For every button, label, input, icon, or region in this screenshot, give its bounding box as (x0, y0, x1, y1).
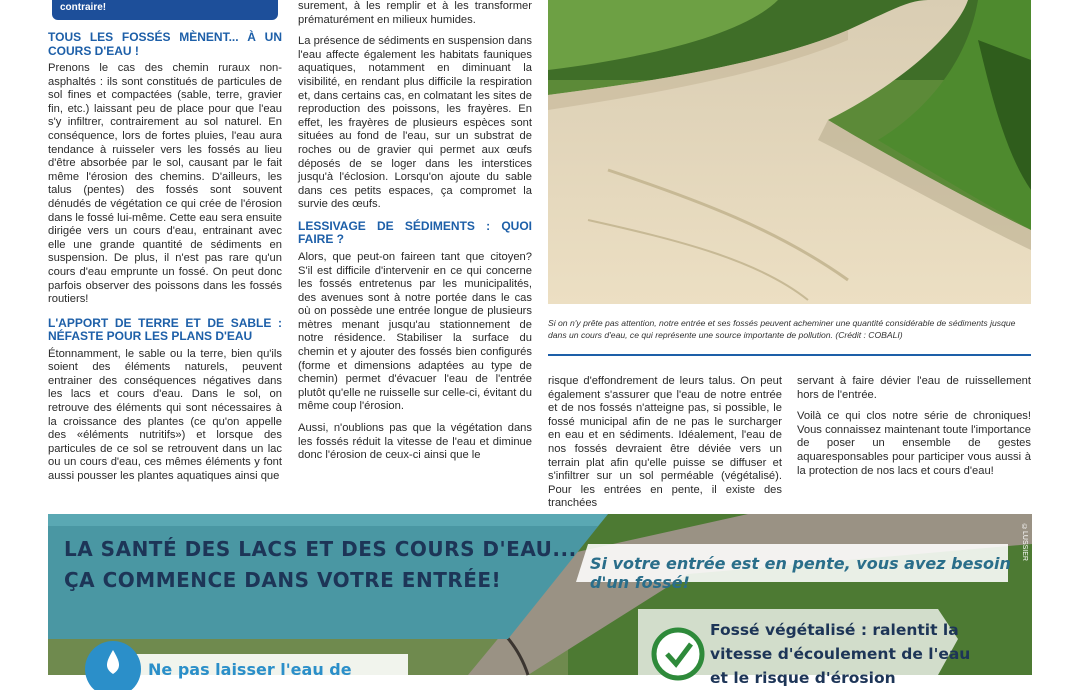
caption-divider (548, 354, 1031, 356)
paragraph: Aussi, n'oublions pas que la végétation dans les fossés réduit la vitesse de l'eau et diminue donc l'érosion de ceux-ci ainsi que le (298, 422, 532, 462)
paragraph: risque d'effondrement de leurs talus. On peut également s'assurer que l'eau de notre entrée et de nos fossés n'atteigne pas, si possible, le fossé municipal afin de ne pas le surcharger en eau et en sédiments. Idéalement, l'eau de nos fossés devraient être déviée vers un terrain plat afin qu'elle puisse se diffuser et s'infiltrer sur un sol perméable (végétalisé). Pour les entrées en pente, il existe des tranchées (548, 375, 782, 510)
road-photo (548, 0, 1031, 304)
paragraph: Alors, que peut-on faireen tant que citoyen? S'il est difficile d'intervenir en ce qui concerne les fossés entretenus par les municipalités, des avenues sont à notre portée dans le cas où on possède une entrée longue de plusieurs mètres menant jusqu'au stationnement de notre résidence. Stabiliser la surface du chemin et y ajouter des fossés bien configurés (forme et dimensions adaptées au type de chemin) permet d'évacuer l'eau de l'entrée plutôt qu'elle ne ruisselle sur celle-ci, évitant du même coup l'érosion. (298, 250, 532, 413)
ditch-line-1: Fossé végétalisé : ralentit la (710, 621, 959, 639)
article-column-3 (548, 375, 782, 519)
section-heading-soil-sand: L'APPORT DE TERRE ET DE SABLE : NÉFASTE POUR LES PLANS D'EAU (48, 315, 282, 344)
photo-caption: Si on n'y prête pas attention, notre entrée et ses fossés peuvent acheminer une quantité considérable de sédiments jusque dans un cours d'eau, ce qui représente une source importante de pollution. (Crédit : COBALI) (548, 318, 1016, 340)
ditch-description (710, 618, 970, 690)
paragraph: Prenons le cas des chemin ruraux non-asphaltés : ils sont constitués de particules de sol fines et compactées (sable, terre, gravier fin, etc.) laissant peu de place pour que l'eau s'y infiltrer, contrairement au sol naturel. En conséquence, lors de fortes pluies, l'eau aura tendance à ruisseler vers les fossés au lieu d'être absorbée par le sol, causant par le fait même l'érosion des chemins. D'ailleurs, les talus (pentes) des fossés sont souvent dénudés de végétation ce qui crée de l'érosion dans le fossé lui-même. Cette eau sera ensuite dirigée vers un cours d'eau, entrainant avec elle une grande quantité de sédiments en suspension. De plus, il n'est pas rare qu'un cours d'eau emprunte un fossé. On peut donc parfois observer des poissons dans les fossés routiers! (48, 62, 282, 306)
top-callout-box (52, 0, 278, 20)
photo-credit-vertical: ©LUSSIER (1021, 524, 1028, 561)
campaign-banner (48, 514, 1032, 687)
paragraph: La présence de sédiments en suspension dans l'eau affecte également les habitats fauniques aquatiques, notamment en diminuant la visibilité, en rendant plus difficile la respiration et, dans certains cas, en colmatant les sites de reproduction des poissons, les frayères. En effet, les frayères de plusieurs espèces sont situées au fond de l'eau, sur un substrat de roches ou de gravier qui permet aux œufs déposés de se loger dans les interstices jusqu'à l'éclosion. Lorsqu'on ajoute du sable dans ces petits espaces, ça compromet la survie des œufs. (298, 35, 532, 211)
ditch-line-2: vitesse d'écoulement de l'eau (710, 645, 971, 663)
article-column-2 (298, 0, 532, 471)
section-heading-what-to-do: LESSIVAGE DE SÉDIMENTS : QUOI FAIRE ? (298, 218, 532, 247)
water-drop-tip: Ne pas laisser l'eau de (148, 660, 352, 679)
article-column-1 (48, 31, 282, 492)
banner-title-line-1: LA SANTÉ DES LACS ET DES COURS D'EAU... (64, 537, 577, 561)
section-heading-ditches: TOUS LES FOSSÉS MÈNENT... À UN COURS D'EAU ! (48, 30, 282, 58)
banner-callout: Si votre entrée est en pente, vous avez besoin d'un fossé! (590, 554, 1011, 592)
article-column-4 (797, 375, 1031, 486)
paragraph: servant à faire dévier l'eau de ruissellement hors de l'entrée. (797, 375, 1031, 401)
paragraph: Voilà ce qui clos notre série de chroniques! Vous connaissez maintenant toute l'importance de poser un ensemble de gestes aquaresponsables pour participer vous aussi à la protection de nos lacs et cours d'eau! (797, 410, 1031, 477)
paragraph: surement, à les remplir et à les transformer prématurément en milieux humides. (298, 0, 532, 26)
banner-title (64, 534, 577, 596)
top-callout-text: contraire! (60, 2, 107, 13)
ditch-line-3: et le risque d'érosion (710, 669, 896, 687)
banner-title-line-2: ÇA COMMENCE DANS VOTRE ENTRÉE! (64, 568, 502, 592)
paragraph: Étonnamment, le sable ou la terre, bien qu'ils soient des éléments naturels, peuvent entrainer des conséquences négatives dans les lacs et cours d'eau. Dans le sol, on retrouve des éléments qui sont nécessaires à la croissance des plantes (ce qu'on appelle des «éléments nutritifs») et lorsque des particules de ce sol se retrouvent dans un lac ou un cours d'eau, ces mêmes éléments y font aussi pousser les plantes aquatiques ainsi que (48, 347, 282, 483)
